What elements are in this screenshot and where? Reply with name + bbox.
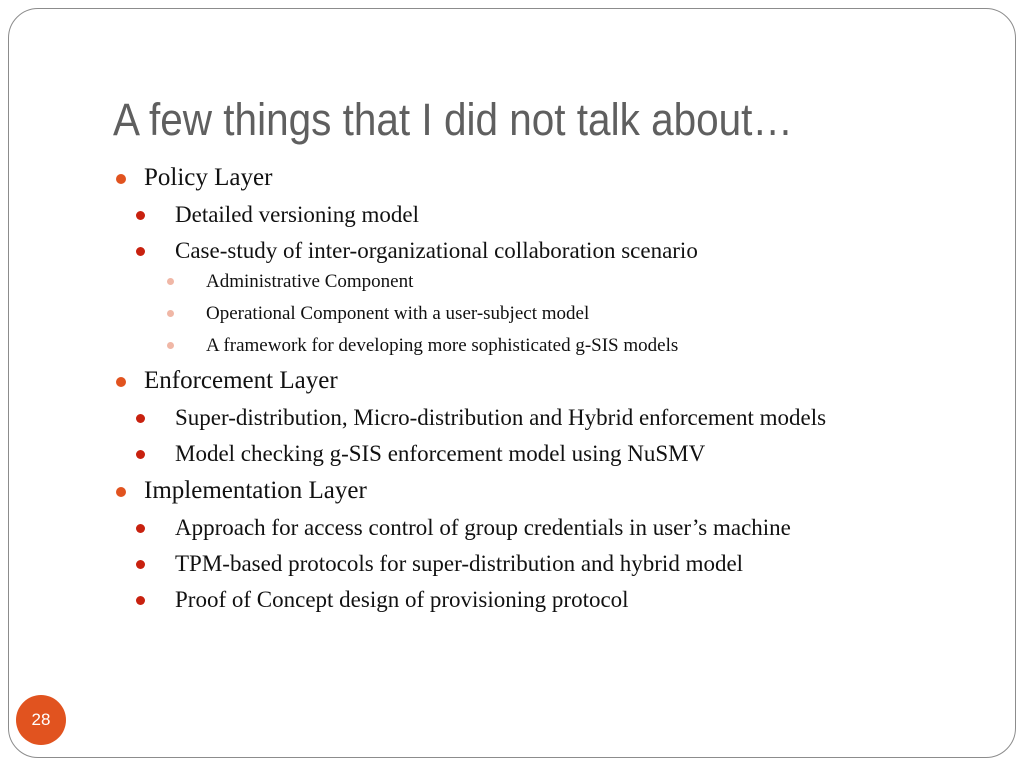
bullet-item-enforcement-layer	[114, 366, 954, 469]
bullet-dot-icon	[116, 377, 126, 387]
sub-bullet-item	[144, 549, 954, 579]
third-level-item	[175, 333, 954, 359]
bullet-item-implementation-layer	[114, 476, 954, 615]
sub-bullet-item	[144, 585, 954, 615]
third-level-label: Operational Component with a user-subject model	[206, 303, 590, 324]
sub-bullet-item	[144, 403, 954, 433]
bullet-dot-icon	[136, 524, 145, 533]
bullet-dot-icon	[136, 596, 145, 605]
page-number: 28	[31, 710, 51, 729]
sub-bullet-list	[144, 513, 954, 615]
third-level-item	[175, 269, 954, 295]
sub-bullet-item	[144, 439, 954, 469]
bullet-dot-icon	[167, 278, 174, 285]
sub-bullet-item	[144, 513, 954, 543]
slide-title: A few things that I did not talk about…	[113, 94, 793, 145]
bullet-dot-icon	[136, 247, 145, 256]
sub-bullet-label: Detailed versioning model	[175, 202, 419, 227]
sub-bullet-label: TPM-based protocols for super-distribution and hybrid model	[175, 551, 744, 576]
page-number-badge	[16, 695, 66, 745]
bullet-dot-icon	[116, 487, 126, 497]
sub-bullet-item	[144, 200, 954, 230]
third-level-label: Administrative Component	[206, 271, 414, 292]
bullet-dot-icon	[116, 174, 126, 184]
bullet-dot-icon	[167, 310, 174, 317]
bullet-item-policy-layer	[114, 163, 954, 359]
bullet-dot-icon	[136, 211, 145, 220]
slide-content	[114, 163, 954, 621]
bullet-label: Implementation Layer	[144, 477, 367, 504]
bullet-label: Enforcement Layer	[144, 367, 338, 394]
bullet-dot-icon	[167, 342, 174, 349]
sub-bullet-list	[144, 403, 954, 469]
sub-bullet-label: Super-distribution, Micro-distribution and Hybrid enforcement models	[175, 405, 827, 430]
third-level-label: A framework for developing more sophisticated g-SIS models	[206, 335, 679, 356]
sub-bullet-label: Case-study of inter-organizational collaboration scenario	[175, 238, 698, 263]
third-level-item	[175, 301, 954, 327]
bullet-dot-icon	[136, 414, 145, 423]
bullet-label: Policy Layer	[144, 164, 273, 191]
sub-bullet-label: Proof of Concept design of provisioning protocol	[175, 587, 629, 612]
sub-bullet-item	[144, 236, 954, 359]
bullet-dot-icon	[136, 560, 145, 569]
sub-bullet-label: Model checking g-SIS enforcement model using NuSMV	[175, 441, 706, 466]
sub-bullet-label: Approach for access control of group credentials in user’s machine	[175, 515, 791, 540]
sub-bullet-list	[144, 200, 954, 359]
bullet-list	[114, 163, 954, 615]
bullet-dot-icon	[136, 450, 145, 459]
third-level-list	[175, 269, 954, 359]
